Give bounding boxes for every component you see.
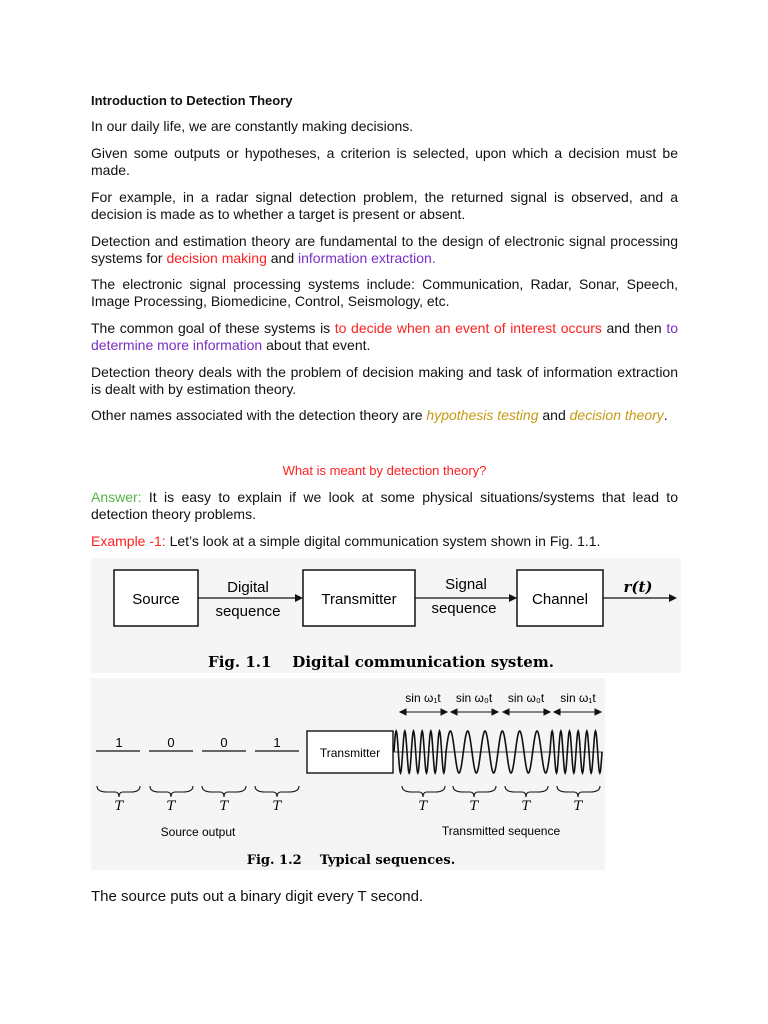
period-label-1: T	[114, 799, 124, 814]
paragraph-4: Detection and estimation theory are fundamental to the design of electronic signal processing systems for decision making and information extraction.	[91, 233, 678, 266]
page-title: Introduction to Detection Theory	[91, 93, 293, 108]
channel-label: Channel	[532, 591, 588, 608]
bit-2: 0	[167, 735, 175, 750]
paragraph-7: Detection theory deals with the problem of decision making and task of information extraction is dealt with by estimation theory.	[91, 364, 678, 397]
period-label-5: T	[418, 799, 428, 814]
sine-label-1: sin ω₁t	[405, 691, 441, 705]
answer-paragraph: Answer: It is easy to explain if we look at some physical situations/systems that lead to detection theory problems.	[91, 489, 678, 522]
sine-label-2: sin ω₀t	[455, 691, 493, 705]
figure-1-2	[91, 678, 605, 870]
sequence-label-1: sequence	[215, 603, 281, 620]
figure-1-1	[91, 558, 681, 673]
source-output-label: Source output	[160, 825, 236, 839]
example-paragraph: Example -1: Let’s look at a simple digital communication system shown in Fig. 1.1.	[91, 533, 601, 549]
sine-label-4: sin ω₁t	[560, 691, 596, 705]
digital-label: Digital	[227, 579, 269, 596]
closing-paragraph: The source puts out a binary digit every T second.	[91, 888, 424, 905]
sequence-label-2: sequence	[431, 600, 497, 617]
period-label-7: T	[521, 799, 531, 814]
figure-1-1-caption: Fig. 1.1 Digital communication system.	[208, 653, 554, 671]
period-label-3: T	[219, 799, 229, 814]
bit-3: 0	[220, 735, 228, 750]
transmitter-label: Transmitter	[321, 591, 397, 608]
transmitted-sequence-label: Transmitted sequence	[441, 824, 561, 838]
source-label: Source	[132, 591, 180, 608]
paragraph-3: For example, in a radar signal detection problem, the returned signal is observed, and a decision is made as to whether a target is present or absent.	[91, 189, 678, 222]
paragraph-6: The common goal of these systems is to decide when an event of interest occurs and then to determine more information about that event.	[91, 320, 678, 353]
paragraph-8: Other names associated with the detection theory are hypothesis testing and decision theory.	[91, 407, 668, 423]
output-label: r(t)	[623, 578, 653, 596]
period-label-2: T	[166, 799, 176, 814]
period-label-6: T	[469, 799, 479, 814]
bit-1: 1	[115, 735, 123, 750]
signal-label: Signal	[445, 576, 487, 593]
sine-label-3: sin ω₀t	[507, 691, 545, 705]
figure-1-2-caption: Fig. 1.2 Typical sequences.	[246, 853, 456, 868]
bit-4: 1	[273, 735, 281, 750]
period-label-8: T	[573, 799, 583, 814]
period-label-4: T	[272, 799, 282, 814]
paragraph-2: Given some outputs or hypotheses, a criterion is selected, upon which a decision must be made.	[91, 145, 678, 178]
paragraph-5: The electronic signal processing systems include: Communication, Radar, Sonar, Speech, Image Processing, Biomedicine, Control, Seismology, etc.	[91, 276, 678, 309]
transmitter-label-2: Transmitter	[319, 746, 381, 760]
paragraph-1: In our daily life, we are constantly making decisions.	[91, 118, 414, 134]
question-heading: What is meant by detection theory?	[282, 463, 487, 478]
